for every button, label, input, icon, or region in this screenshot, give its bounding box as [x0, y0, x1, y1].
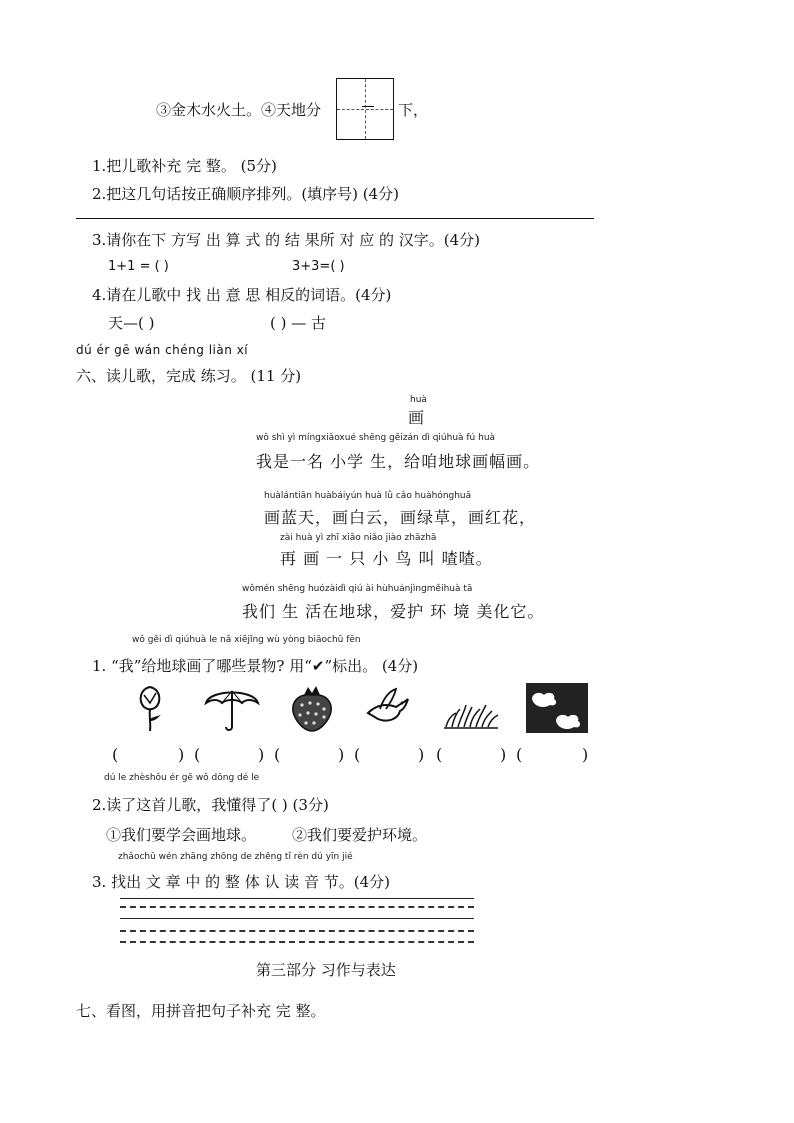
writing-line — [120, 898, 474, 899]
line-jinmu: ③金木水火土。④天地分 — [156, 101, 322, 119]
bracket-open: ( — [112, 745, 119, 764]
writing-line — [120, 906, 474, 908]
sub3-text: 3. 找出 文 章 中 的 整 体 认 读 音 节。(4分) — [92, 873, 391, 891]
question-3: 3.请你在下 方写 出 算 式 的 结 果所 对 应 的 汉字。(4分) — [92, 231, 481, 249]
poem-line4: 我们 生 活在地球，爱护 环 境 美化它。 — [242, 602, 545, 621]
bird-icon — [362, 683, 412, 733]
section6-title: 六、读儿歌，完成 练习。 (11 分) — [76, 367, 302, 385]
poem-line1-pinyin: wǒ shì yì míngxiǎoxué shēng gěizán dì qiúhuà fú huà — [256, 433, 496, 443]
bracket-open: ( — [274, 745, 281, 764]
answer-1plus1[interactable]: 1+1 = ( ) — [108, 259, 169, 274]
bracket-close: ) — [338, 745, 345, 764]
sub2-text: 2.读了这首儿歌，我懂得了( ) (3分) — [92, 796, 329, 814]
poem-line4-pinyin: wǒmén shēng huózàidì qiú ài hùhuánjìngměihuà tā — [242, 584, 473, 594]
sub1-pinyin: wǒ gěi dì qiúhuà le nǎ xiējǐng wù yòng biāochū fēn — [132, 635, 361, 645]
poem-line2: 画蓝天，画白云，画绿草，画红花， — [264, 508, 537, 527]
question-2: 2.把这几句话按正确顺序排列。(填序号) (4分) — [92, 185, 400, 203]
writing-line — [120, 918, 474, 919]
writing-line — [120, 941, 474, 943]
part3-title: 第三部分 习作与表达 — [256, 961, 396, 979]
poem-line3: 再 画 一 只 小 鸟 叫 喳喳。 — [280, 549, 493, 568]
bracket-close: ) — [258, 745, 265, 764]
poem-line3-pinyin: zài huà yì zhī xiǎo niǎo jiào zhāzhā — [280, 533, 437, 543]
sub2-pinyin: dú le zhèshǒu ér gē wǒ dǒng dé le — [104, 773, 260, 783]
question-4: 4.请在儿歌中 找 出 意 思 相反的词语。(4分) — [92, 286, 392, 304]
poem-line1: 我是一名 小学 生，给咱地球画幅画。 — [256, 452, 541, 471]
section7-title: 七、看图，用拼音把句子补充 完 整。 — [76, 1002, 326, 1020]
strawberry-icon — [288, 683, 336, 733]
answer-tian[interactable]: 天—( ) — [108, 314, 155, 332]
bracket-close: ) — [418, 745, 425, 764]
bracket-open: ( — [354, 745, 361, 764]
question-1: 1.把儿歌补充 完 整。 (5分) — [92, 157, 277, 175]
flower-bud-icon — [130, 683, 170, 733]
divider-line — [76, 218, 594, 219]
bracket-close: ) — [178, 745, 185, 764]
bracket-close: ) — [582, 745, 589, 764]
bracket-open: ( — [516, 745, 523, 764]
bracket-open: ( — [436, 745, 443, 764]
poem-title-pinyin: huà — [410, 395, 427, 405]
section6-pinyin: dú ér gē wán chéng liàn xí — [76, 343, 249, 357]
grid-stroke — [362, 106, 374, 107]
bracket-open: ( — [194, 745, 201, 764]
tianzi-grid — [336, 78, 394, 140]
poem-line2-pinyin: huàlántiān huàbáiyún huà lǜ cǎo huàhónghuā — [264, 491, 472, 501]
sub1-text: 1. “我”给地球画了哪些景物? 用“✔”标出。 (4分) — [92, 657, 419, 675]
bracket-close: ) — [500, 745, 507, 764]
answer-gu[interactable]: ( ) — 古 — [270, 314, 327, 332]
poem-title: 画 — [408, 408, 426, 427]
sub3-pinyin: zhǎochū wén zhāng zhōng de zhěng tǐ rèn dú yīn jié — [118, 852, 353, 862]
sub2-option-1: ①我们要学会画地球。 — [106, 826, 257, 844]
umbrella-icon — [202, 683, 262, 733]
night-sky-icon — [526, 683, 588, 733]
writing-line — [120, 930, 474, 932]
grass-icon — [442, 683, 500, 733]
sub2-option-2: ②我们要爱护环境。 — [292, 826, 428, 844]
answer-3plus3[interactable]: 3+3=( ) — [292, 259, 345, 274]
line-xia: 下， — [398, 101, 429, 119]
